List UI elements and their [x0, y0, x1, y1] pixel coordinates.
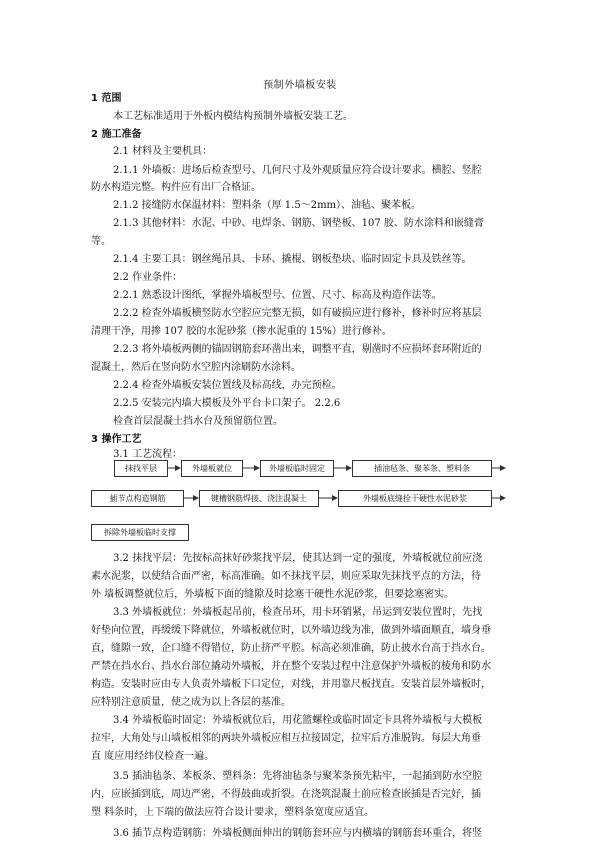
paragraph-line: 2.2.3 将外墙板两侧的锚固钢筋套环凿出来，调整平直，剔凿时不应损坏套环附近的	[113, 344, 482, 355]
paragraph-line: 2.2.1 熟悉设计图纸，掌握外墙板型号、位置、尺寸、标高及构造作法等。	[113, 290, 442, 301]
paragraph-line: 2.2.5 安装完内墙大模板及外平台卡口架子。 2.2.6	[113, 398, 341, 409]
paragraph-line: 3.4 外墙板临时固定：外墙板就位后，用花篮螺栓或临时固定卡具将外墙板与大模板	[113, 715, 483, 726]
paragraph-line: 检查首层混凝土挡水台及预留筋位置。	[113, 416, 283, 427]
flow-step-box: 抹找平层	[114, 460, 168, 477]
section-1-heading: 1 范围	[91, 93, 122, 104]
paragraph-line: 直，缝隙一致，企口缝不得错位，防止挤严平腔。标高必须准确，防止披水台高于挡水台。	[91, 643, 491, 654]
paragraph-line: 混凝土，然后在竖向防水空腔内涂刷防水涂料。	[91, 362, 301, 373]
paragraph-line: 拉牢，大角处与山墙板相邻的两块外墙板应相互拉接固定，拉牢后方准脱钩。每层大角垂	[91, 733, 481, 744]
flow-step-box: 键槽钢筋焊接、浇注混凝土	[199, 490, 319, 507]
paragraph-line: 2.2.4 检查外墙板安装位置线及标高线，办完预检。	[113, 380, 342, 391]
paragraph-line: 3.3 外墙板就位：外墙板起吊前，检查吊环，用卡环销紧，吊运到安装位置时，先找	[113, 607, 483, 618]
paragraph-line: 严禁在挡水台、挡水台部位撬动外墙板，并在整个安装过程中注意保护外墙板的棱角和防水	[91, 661, 491, 672]
flow-step-box: 插节点构造钢筋	[91, 490, 184, 507]
paragraph-line: 2.1.1 外墙板：进场后检查型号、几何尺寸及外观质量应符合设计要求。横腔、竖腔	[113, 165, 482, 176]
paragraph-line: 内，应嵌插到底，周边严密，不得鼓曲或折裂。在浇筑混凝土前应检查嵌插是否完好，插	[91, 789, 481, 800]
paragraph-line: 2.2.2 检查外墙板横竖防水空腔应完整无损，如有破损应进行修补，修补时应将基层	[113, 308, 482, 319]
flow-step-box: 外墙板临时固定	[260, 460, 334, 477]
paragraph-line: 好垫向位置，再缓缓下降就位，外墙板就位时，以外墙边线为准，做到外墙面顺直，墙身垂	[91, 625, 491, 636]
paragraph-line: 应特别注意质量，使之成为以上各层的基准。	[91, 697, 291, 708]
paragraph-line: 塑 料条时，上下端的做法应符合设计要求，塑料条宽度应适宜。	[91, 807, 375, 818]
paragraph-line: 外 墙板调整就位后，外墙板下面的缝隙及时捻塞干硬性水泥砂浆，但要捻塞密实。	[91, 589, 455, 600]
paragraph-line: 2.2 作业条件：	[113, 272, 183, 283]
paragraph-line: 清理干净，用掺 107 胶的水泥砂浆（掺水泥重的 15%）进行修补。	[91, 326, 392, 337]
flow-step-box: 外墙板就位	[181, 460, 243, 477]
paragraph-line: 等。	[91, 236, 111, 247]
paragraph-line: 2.1.2 接缝防水保温材料：塑料条（厚 1.5～2mm）、油毡、聚苯板。	[113, 200, 422, 211]
section-2-heading: 2 施工准备	[91, 129, 142, 140]
paragraph-line: 构造。安装时应由专人负责外墙板下口定位，对线，并用靠尺板找直。安装首层外墙板时，	[91, 679, 491, 690]
page-title: 预制外墙板安装	[263, 80, 337, 91]
paragraph-line: 3.6 插节点构造钢筋：外墙板侧面伸出的钢筋套环应与内横墙的钢筋套环重合，将竖	[113, 828, 483, 839]
paragraph-line: 素水泥浆，以使结合面严密，标高准确。如不抹找平层，则应采取先抹找平点的方法，待	[91, 571, 481, 582]
paragraph-line: 3.1 工艺流程：	[113, 449, 183, 460]
flow-step-box: 外墙板底缝拴干硬性水泥砂浆	[338, 490, 492, 507]
paragraph-line: 2.1.4 主要工具：钢丝绳吊具、卡环、撬棍、钢板垫块、临时固定卡具及铁丝等。	[113, 254, 472, 265]
flow-step-box: 插油毡条、聚苯条、塑料条	[352, 460, 492, 477]
paragraph-line: 直 度应用经纬仪检查一遍。	[91, 751, 215, 762]
paragraph-line: 防水构造完整。构件应有出厂合格证。	[91, 182, 261, 193]
paragraph-line: 3.5 插油毡条、苯板条、塑料条：先将油毡条与聚苯条预先粘牢，一起插到防水空腔	[113, 771, 483, 782]
section-1-text: 本工艺标准适用于外板内模结构预制外墙板安装工艺。	[113, 111, 353, 122]
paragraph-line: 2.1 材料及主要机具：	[113, 146, 213, 157]
flow-step-box: 拆除外墙板临时支撑	[91, 524, 189, 541]
paragraph-line: 3.2 抹找平层：先按标高抹好砂浆找平层，使其达到一定的强度，外墙板就位前应浇	[113, 553, 483, 564]
paragraph-line: 2.1.3 其他材料：水泥、中砂、电焊条、钢筋、钢垫板、107 胶、防水涂料和嵌缝膏	[113, 218, 484, 229]
section-3-heading: 3 操作工艺	[91, 434, 142, 445]
